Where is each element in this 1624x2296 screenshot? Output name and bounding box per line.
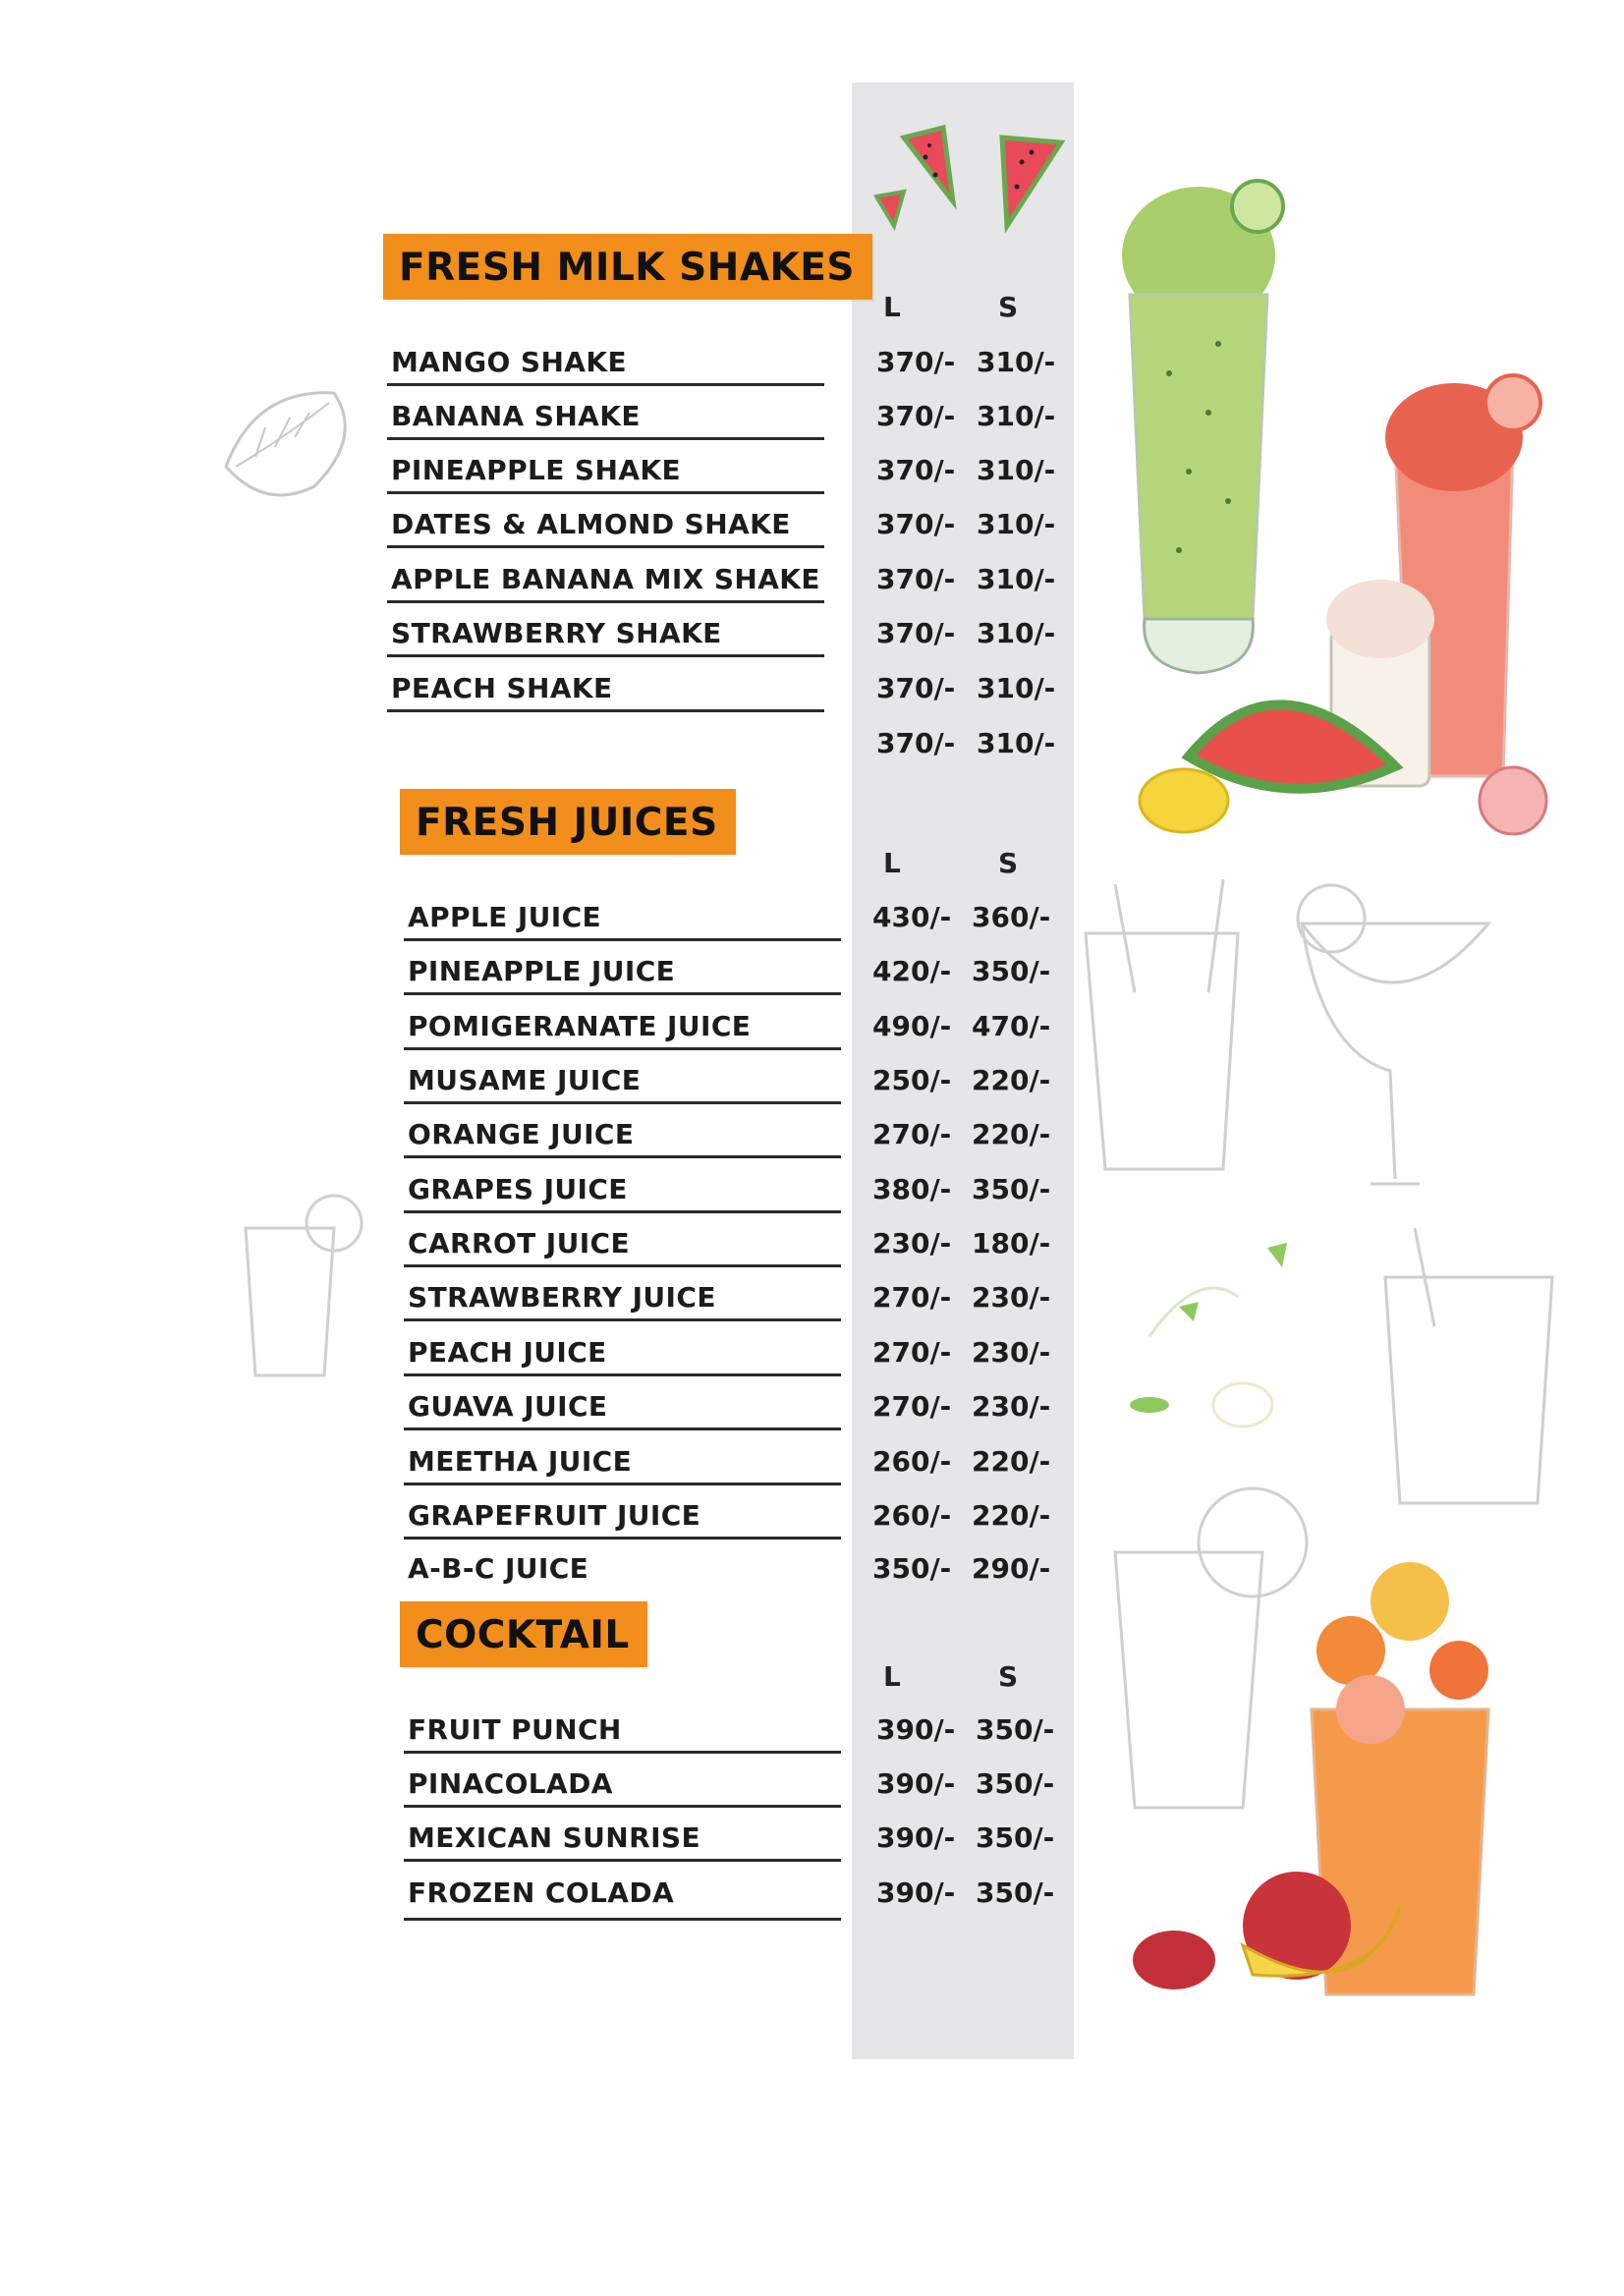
price-small: 470/-: [972, 1010, 1051, 1042]
row-divider: [404, 1859, 841, 1862]
price-large: 270/-: [872, 1118, 952, 1150]
price-small: 310/-: [977, 727, 1056, 759]
price-large: 390/-: [876, 1876, 956, 1909]
cocktail-col-large: L: [883, 1660, 901, 1693]
price-small: 350/-: [976, 1821, 1055, 1854]
item-name: BANANA SHAKE: [391, 400, 641, 432]
juices-col-large: L: [883, 847, 901, 879]
price-small: 310/-: [977, 454, 1056, 486]
item-name: MEXICAN SUNRISE: [408, 1821, 701, 1854]
row-divider: [387, 654, 824, 657]
row-divider: [404, 1318, 841, 1321]
item-name: MUSAME JUICE: [408, 1064, 642, 1096]
item-name: PEACH JUICE: [408, 1336, 607, 1369]
price-small: 350/-: [976, 1876, 1055, 1909]
price-small: 290/-: [972, 1552, 1051, 1585]
price-small: 220/-: [972, 1064, 1051, 1096]
sketch-cocktail-glass-icon: [1120, 1208, 1572, 1523]
price-large: 250/-: [872, 1064, 952, 1096]
price-large: 370/-: [876, 400, 956, 432]
price-small: 230/-: [972, 1390, 1051, 1423]
price-large: 270/-: [872, 1281, 952, 1314]
price-small: 310/-: [977, 617, 1056, 649]
price-large: 350/-: [872, 1552, 952, 1585]
price-small: 310/-: [977, 400, 1056, 432]
price-large: 390/-: [876, 1821, 956, 1854]
price-large: 380/-: [872, 1173, 952, 1205]
price-small: 220/-: [972, 1118, 1051, 1150]
price-large: 370/-: [876, 454, 956, 486]
item-name: STRAWBERRY SHAKE: [391, 617, 722, 649]
item-name: GRAPES JUICE: [408, 1173, 628, 1205]
item-name: ORANGE JUICE: [408, 1118, 635, 1150]
price-small: 230/-: [972, 1336, 1051, 1369]
row-divider: [404, 1264, 841, 1267]
price-large: 370/-: [876, 508, 956, 540]
price-small: 310/-: [977, 346, 1056, 378]
price-small: 310/-: [977, 563, 1056, 595]
row-divider: [404, 1210, 841, 1213]
price-small: 220/-: [972, 1499, 1051, 1532]
row-divider: [404, 1047, 841, 1050]
price-large: 260/-: [872, 1445, 952, 1478]
price-small: 310/-: [977, 672, 1056, 704]
item-name: FROZEN COLADA: [408, 1876, 675, 1909]
row-divider: [404, 1483, 841, 1485]
price-large: 260/-: [872, 1499, 952, 1532]
price-large: 370/-: [876, 672, 956, 704]
row-divider: [387, 709, 824, 712]
sketch-juice-glass-icon: [236, 1189, 373, 1385]
row-divider: [387, 545, 824, 548]
sketch-juice-glass-icon: [1076, 874, 1508, 1199]
price-large: 430/-: [872, 901, 952, 933]
item-name: A-B-C JUICE: [408, 1552, 589, 1585]
item-name: GUAVA JUICE: [408, 1390, 608, 1423]
sketch-leaf-icon: [216, 378, 373, 516]
row-divider: [387, 437, 824, 440]
item-name: POMIGERANATE JUICE: [408, 1010, 752, 1042]
row-divider: [404, 1155, 841, 1158]
price-large: 370/-: [876, 563, 956, 595]
item-name: PINEAPPLE JUICE: [408, 955, 676, 987]
price-small: 360/-: [972, 901, 1051, 933]
milkshakes-heading: FRESH MILK SHAKES: [383, 234, 872, 300]
item-name: PINACOLADA: [408, 1767, 613, 1800]
price-small: 350/-: [972, 1173, 1051, 1205]
price-large: 270/-: [872, 1390, 952, 1423]
item-name: MANGO SHAKE: [391, 346, 627, 378]
row-divider: [404, 992, 841, 995]
milkshakes-col-small: S: [998, 291, 1019, 323]
item-name: GRAPEFRUIT JUICE: [408, 1499, 701, 1532]
cocktail-col-small: S: [998, 1660, 1019, 1693]
price-large: 390/-: [876, 1767, 956, 1800]
row-divider: [404, 1751, 841, 1754]
item-name: DATES & ALMOND SHAKE: [391, 508, 791, 540]
price-large: 390/-: [876, 1713, 956, 1746]
row-divider: [404, 1101, 841, 1104]
price-large: 370/-: [876, 346, 956, 378]
row-divider: [404, 1918, 841, 1921]
juices-col-small: S: [998, 847, 1019, 879]
price-small: 350/-: [976, 1713, 1055, 1746]
juices-heading: FRESH JUICES: [400, 789, 736, 855]
price-large: 230/-: [872, 1227, 952, 1260]
row-divider: [404, 1373, 841, 1376]
price-small: 350/-: [972, 955, 1051, 987]
price-large: 370/-: [876, 727, 956, 759]
item-name: MEETHA JUICE: [408, 1445, 633, 1478]
strawberry-smoothie-glass-icon: [1130, 354, 1572, 865]
item-name: PEACH SHAKE: [391, 672, 613, 704]
cocktail-heading: COCKTAIL: [400, 1601, 647, 1667]
row-divider: [387, 600, 824, 603]
row-divider: [387, 383, 824, 386]
price-small: 180/-: [972, 1227, 1051, 1260]
price-large: 270/-: [872, 1336, 952, 1369]
milkshakes-col-large: L: [883, 291, 901, 323]
item-name: PINEAPPLE SHAKE: [391, 454, 682, 486]
row-divider: [387, 491, 824, 494]
watermelon-slices-icon: [865, 118, 1071, 236]
price-large: 420/-: [872, 955, 952, 987]
price-large: 490/-: [872, 1010, 952, 1042]
row-divider: [404, 1537, 841, 1540]
fruit-punch-glass-icon: [1105, 1484, 1518, 2014]
row-divider: [404, 1805, 841, 1808]
price-large: 370/-: [876, 617, 956, 649]
price-small: 310/-: [977, 508, 1056, 540]
row-divider: [404, 938, 841, 941]
item-name: APPLE BANANA MIX SHAKE: [391, 563, 820, 595]
item-name: CARROT JUICE: [408, 1227, 631, 1260]
item-name: STRAWBERRY JUICE: [408, 1281, 716, 1314]
price-small: 220/-: [972, 1445, 1051, 1478]
price-small: 230/-: [972, 1281, 1051, 1314]
price-small: 350/-: [976, 1767, 1055, 1800]
item-name: APPLE JUICE: [408, 901, 602, 933]
row-divider: [404, 1428, 841, 1430]
item-name: FRUIT PUNCH: [408, 1713, 622, 1746]
